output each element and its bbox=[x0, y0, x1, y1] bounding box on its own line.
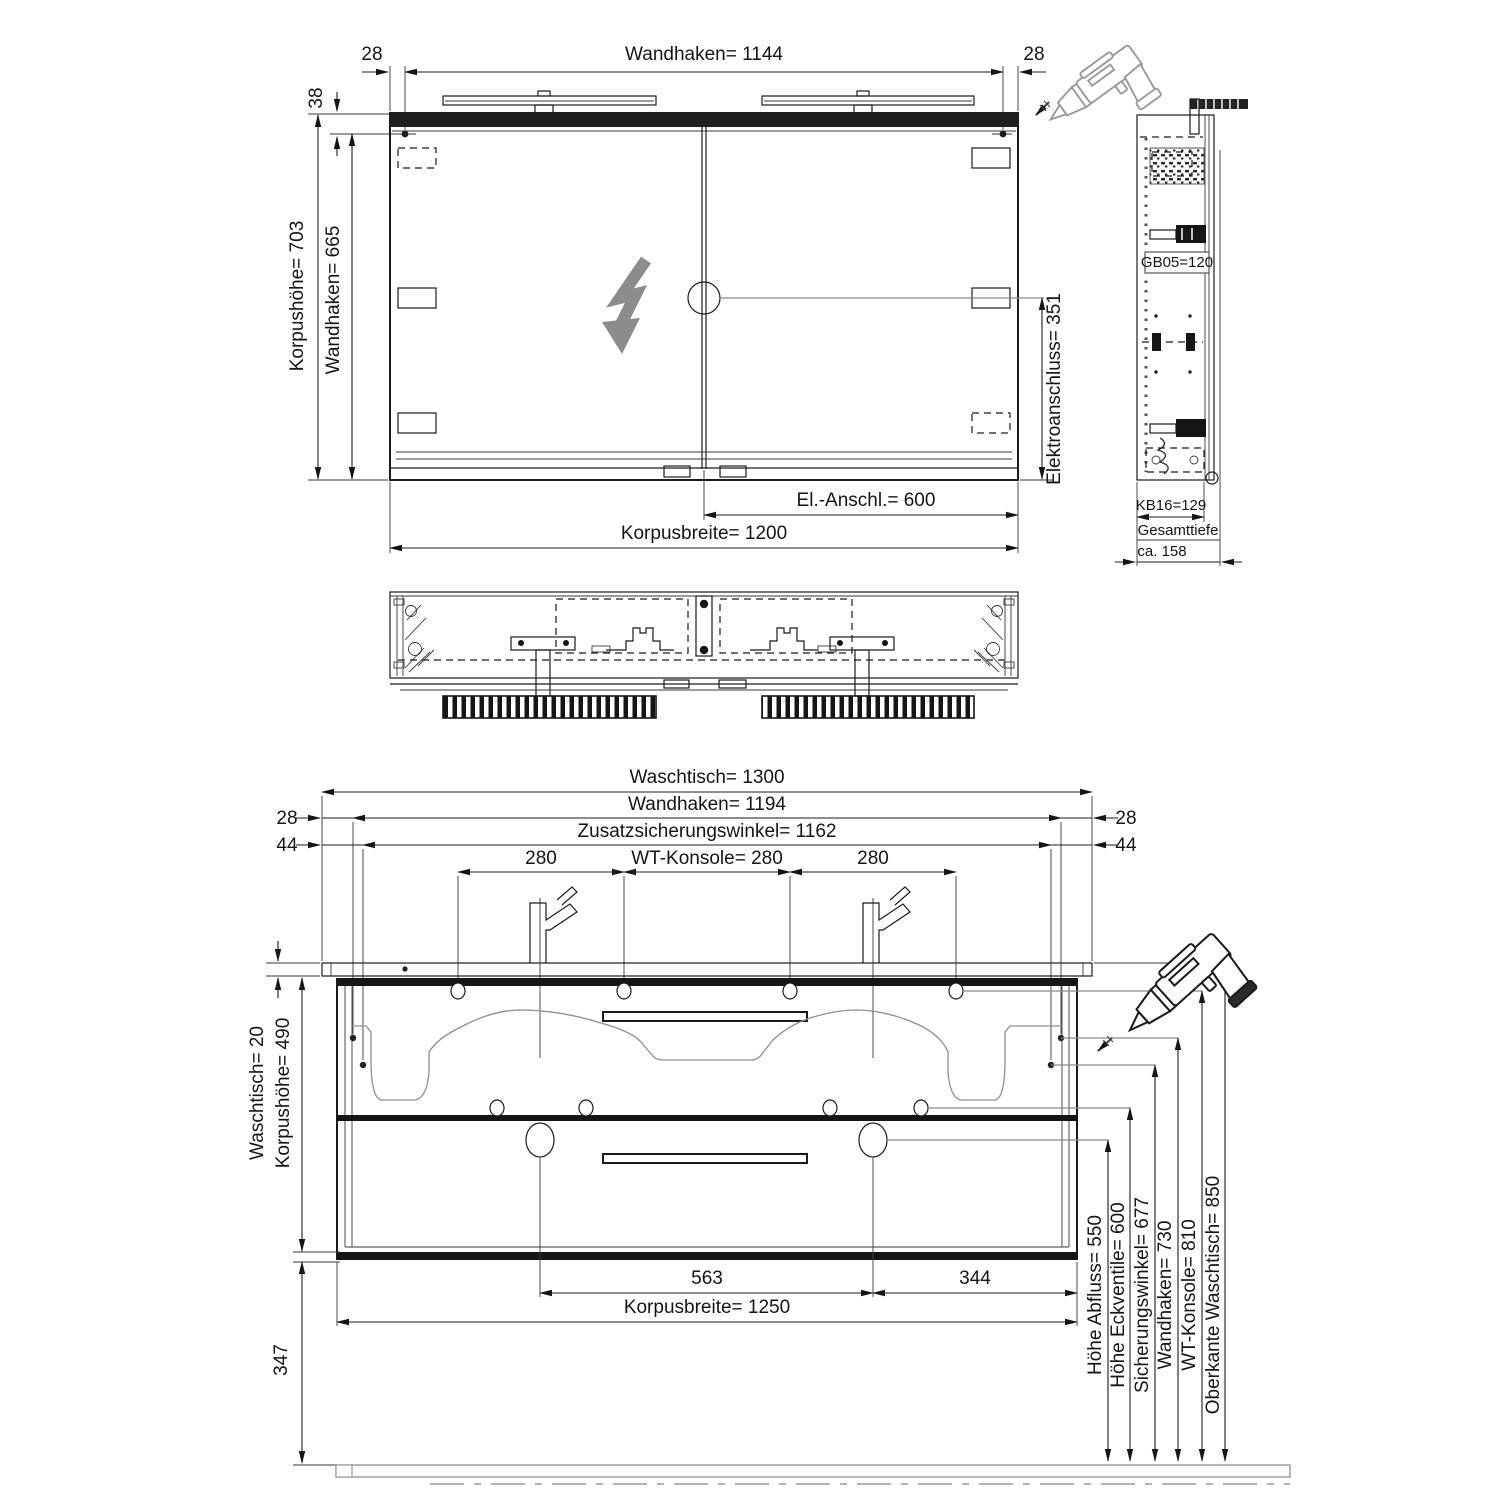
dim-offset-right: 28 bbox=[1023, 44, 1045, 65]
corner-valve-holes bbox=[490, 1100, 928, 1116]
vanity-front-view bbox=[247, 767, 1290, 1484]
basin-hidden-contour bbox=[352, 1010, 1062, 1100]
svg-text:44: 44 bbox=[276, 835, 298, 856]
svg-text:Wandhaken= 665: Wandhaken= 665 bbox=[323, 225, 344, 375]
svg-text:280: 280 bbox=[857, 848, 889, 869]
drain-hole-right bbox=[859, 1123, 887, 1157]
light-bar-top-view-right bbox=[762, 696, 974, 718]
cable-squiggle bbox=[1158, 438, 1168, 474]
lightning-bolt-icon bbox=[602, 260, 646, 354]
dim-korpusbreite-1250 bbox=[337, 1297, 1077, 1322]
dim-38: 38 bbox=[306, 87, 327, 109]
svg-text:347: 347 bbox=[271, 1344, 292, 1376]
faucet-left bbox=[530, 887, 577, 963]
mirror-cabinet-body bbox=[390, 113, 1018, 480]
svg-text:280: 280 bbox=[525, 848, 557, 869]
hinge-plate bbox=[398, 288, 436, 308]
mirror-cabinet-front-view bbox=[287, 41, 1163, 553]
svg-text:ca. 158: ca. 158 bbox=[1137, 543, 1187, 560]
svg-text:Elektroanschluss= 351: Elektroanschluss= 351 bbox=[1044, 293, 1065, 485]
washbasin-slab bbox=[322, 963, 1092, 976]
dim-offset-left: 28 bbox=[361, 44, 383, 65]
light-mount-bracket-right bbox=[830, 637, 894, 696]
hinge-mechanism-right bbox=[974, 596, 1014, 676]
hinge-plate bbox=[972, 148, 1010, 168]
mirror-cabinet-side-view bbox=[1115, 99, 1248, 566]
dim-sicherungswinkel: Sicherungswinkel= 677 bbox=[1132, 1197, 1153, 1393]
dim-hoehe-abfluss: Höhe Abfluss= 550 bbox=[1085, 1214, 1106, 1376]
wall-hook-point-right bbox=[1000, 131, 1007, 138]
faucet-right bbox=[863, 887, 910, 963]
dim-wt-konsole-280 bbox=[458, 848, 956, 981]
svg-text:Korpushöhe= 703: Korpushöhe= 703 bbox=[287, 220, 308, 372]
dim-wt-konsole-hoehe: WT-Konsole= 810 bbox=[1179, 1219, 1200, 1371]
svg-text:Korpushöhe= 490: Korpushöhe= 490 bbox=[273, 1017, 294, 1169]
screw-arrow-icon bbox=[1036, 101, 1050, 115]
electrical-connection-point bbox=[688, 282, 720, 314]
svg-text:28: 28 bbox=[1115, 808, 1137, 829]
bottom-fitting bbox=[1146, 448, 1218, 484]
svg-text:Wandhaken= 1194: Wandhaken= 1194 bbox=[628, 794, 786, 815]
hinge-plate bbox=[972, 413, 1010, 433]
center-fittings bbox=[556, 596, 852, 688]
power-drill-icon bbox=[1114, 928, 1259, 1070]
drawer-handle-slot-top bbox=[603, 1012, 807, 1021]
svg-text:Korpusbreite= 1250: Korpusbreite= 1250 bbox=[623, 1297, 791, 1318]
drawer-divider bbox=[337, 1115, 1077, 1121]
mounting-clip bbox=[750, 628, 818, 650]
wall-mount-bracket bbox=[1190, 99, 1248, 134]
drawer-handle-slot-bottom bbox=[603, 1154, 807, 1163]
safety-bracket-point-left bbox=[360, 1062, 366, 1068]
dim-korpushoehe-490 bbox=[273, 978, 340, 1252]
dim-wandhaken-665 bbox=[323, 134, 352, 479]
hinge-mechanism-left bbox=[394, 596, 434, 676]
svg-text:344: 344 bbox=[959, 1268, 991, 1289]
wall-hook-point-left bbox=[350, 1035, 356, 1041]
floor-line bbox=[336, 1465, 1290, 1484]
hinge-plate bbox=[398, 413, 436, 433]
drain-hole-left bbox=[526, 1123, 554, 1157]
svg-text:El.-Anschl.= 600: El.-Anschl.= 600 bbox=[796, 490, 936, 511]
dim-wall-hook-width-top bbox=[361, 44, 1046, 72]
dim-wandhaken-1144: Wandhaken= 1144 bbox=[625, 44, 783, 65]
svg-text:Waschtisch= 20: Waschtisch= 20 bbox=[247, 1026, 268, 1160]
wall-hook-point-left bbox=[402, 131, 409, 138]
anchor-bolt bbox=[1150, 225, 1206, 243]
light-bar-top-view-left bbox=[443, 696, 656, 718]
shelf-bolts bbox=[1142, 314, 1203, 373]
svg-text:Zusatzsicherungswinkel= 1162: Zusatzsicherungswinkel= 1162 bbox=[577, 821, 837, 842]
svg-text:Korpusbreite= 1200: Korpusbreite= 1200 bbox=[620, 523, 788, 544]
dim-elektroanschluss-351 bbox=[1020, 293, 1065, 485]
dim-hoehe-eckventile: Höhe Eckventile= 600 bbox=[1108, 1202, 1129, 1388]
light-mount-bracket-left bbox=[511, 637, 575, 696]
mirror-cabinet-top-view bbox=[390, 592, 1018, 718]
svg-text:Waschtisch= 1300: Waschtisch= 1300 bbox=[629, 767, 785, 788]
dim-oberkante-waschtisch: Oberkante Waschtisch= 850 bbox=[1203, 1175, 1224, 1415]
dim-wandhaken-hoehe: Wandhaken= 730 bbox=[1155, 1220, 1176, 1370]
hinge-plate bbox=[398, 148, 436, 168]
svg-text:44: 44 bbox=[1115, 835, 1137, 856]
anchor-bolt-lower bbox=[1150, 419, 1206, 474]
svg-text:KB16=129: KB16=129 bbox=[1135, 497, 1207, 514]
mounting-anchor-top bbox=[1150, 148, 1204, 184]
svg-text:WT-Konsole= 280: WT-Konsole= 280 bbox=[631, 848, 783, 869]
svg-text:563: 563 bbox=[691, 1268, 723, 1289]
mounting-clip bbox=[606, 628, 674, 650]
svg-text:28: 28 bbox=[276, 808, 298, 829]
svg-text:Gesamttiefe: Gesamttiefe bbox=[1137, 522, 1219, 539]
dim-347 bbox=[271, 1262, 340, 1465]
label-gb05: GB05=120 bbox=[1140, 254, 1214, 271]
